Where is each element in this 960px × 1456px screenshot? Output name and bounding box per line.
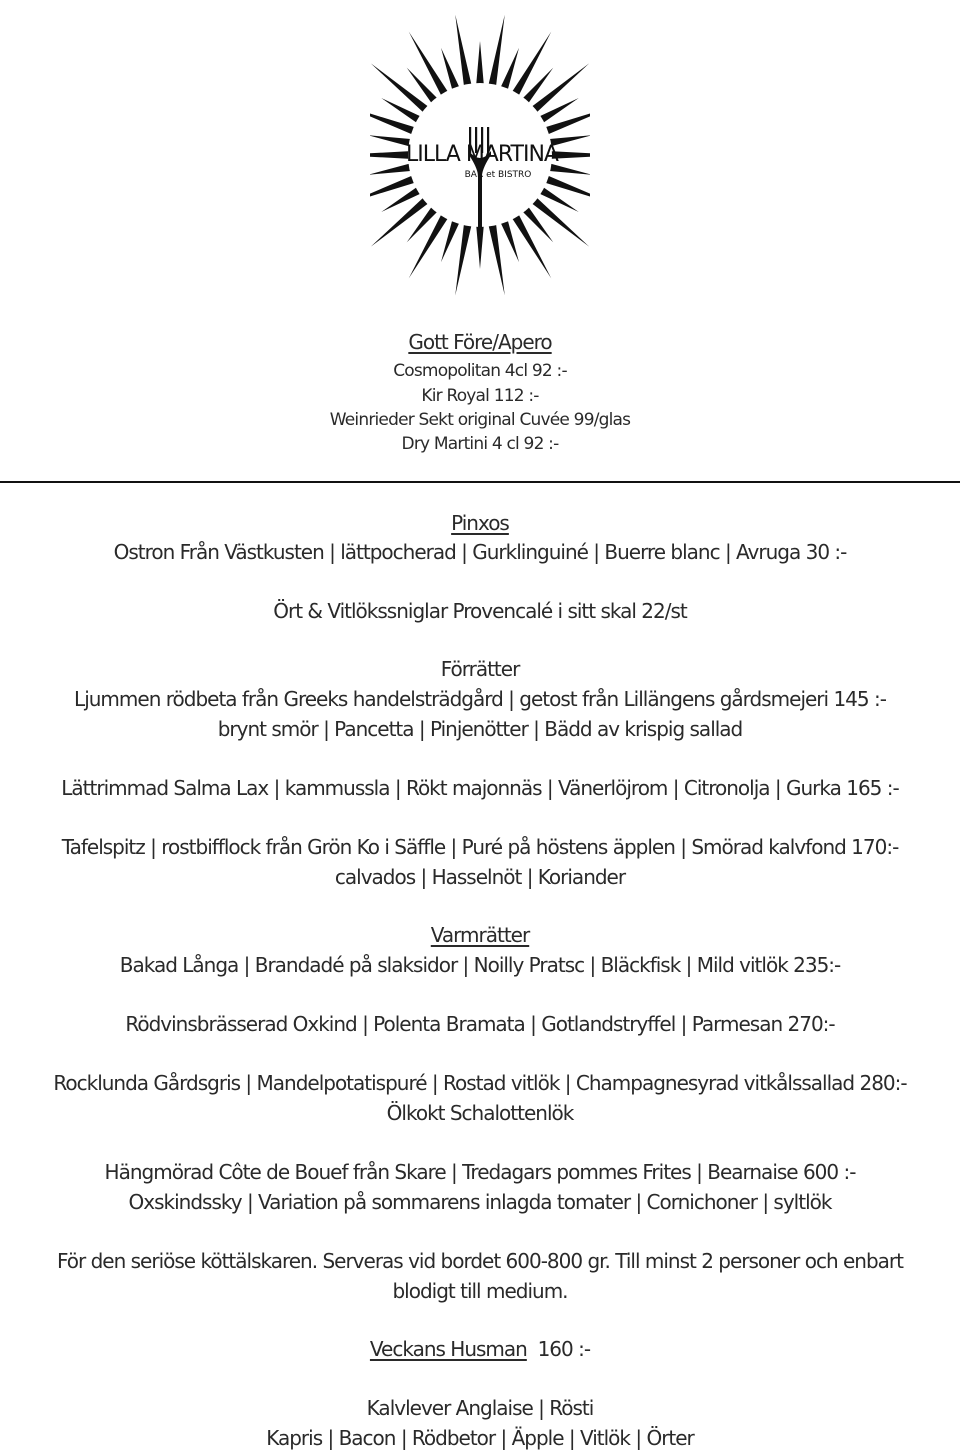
logo-wordmark: LILLA MARTINA [406,142,558,167]
sun-ray [455,15,471,87]
restaurant-logo [370,5,590,305]
pinxos-item: Ostron Från Västkusten | lättpocherad | Gurklinguiné | Buerre blanc | Avruga 30 :- [113,540,847,564]
apero-heading: Gott Före/Apero [408,330,552,354]
varmratter-item: Rocklunda Gårdsgris | Mandelpotatispuré | Rostad vitlök | Champagnesyrad vitkålssallad 280:- [53,1071,907,1095]
forratter-heading: Förrätter [440,657,520,681]
sun-ray [476,41,484,85]
varmratter-item: Hängmörad Côte de Bouef från Skare | Tredagars pommes Frites | Bearnaise 600 :- [104,1160,856,1184]
apero-item: Kir Royal 112 :- [421,386,539,406]
forratter-item: brynt smör | Pancetta | Pinjenötter | Bädd av krispig sallad [217,717,743,741]
apero-item: Weinrieder Sekt original Cuvée 99/glas [329,410,631,430]
husman-item: Kalvlever Anglaise | Rösti [366,1396,594,1420]
varmratter-heading: Varmrätter [430,923,530,947]
forratter-item: Tafelspitz | rostbifflock från Grön Ko i Säffle | Puré på höstens äpplen | Smörad kalvfond 170:- [61,835,899,859]
sun-ray [371,63,429,113]
varmratter-item: Bakad Långa | Brandadé på slaksidor | Noilly Pratsc | Bläckfisk | Mild vitlök 235:- [119,953,841,977]
pinxos-item: Ört & Vitlökssniglar Provencalé i sitt skal 22/st [273,599,687,623]
sun-ray [544,175,590,203]
varmratter-item: Oxskindssky | Variation på sommarens inlagda tomater | Cornichoner | syltlök [128,1190,832,1214]
sun-ray [441,48,460,91]
sun-ray [370,151,410,159]
section-divider [0,481,960,483]
husman-heading: Veckans Husman [369,1337,527,1361]
forratter-item: calvados | Hasselnöt | Koriander [334,865,626,889]
sun-ray [441,219,460,262]
husman-item: Kapris | Bacon | Rödbetor | Äpple | Vitlök | Örter [266,1426,694,1450]
sun-ray [531,197,589,247]
sun-ray [488,15,504,87]
apero-item: Dry Martini 4 cl 92 :- [401,434,559,454]
sun-ray [500,48,519,91]
forratter-item: Lättrimmad Salma Lax | kammussla | Rökt majonnäs | Vänerlöjrom | Citronolja | Gurka 165 :- [61,776,899,800]
sun-ray [531,63,589,113]
sun-ray [409,214,449,279]
varmratter-note: För den seriöse köttälskaren. Serveras vid bordet 600-800 gr. Till minst 2 personer och enbart [57,1249,903,1273]
husman-heading-row [0,1336,960,1362]
sun-ray [371,197,429,247]
sun-ray [500,219,519,262]
sun-ray [544,106,590,134]
sun-ray [455,223,471,295]
sun-ray [409,32,449,97]
logo-subtitle: BAR et BISTRO [464,170,532,180]
varmratter-item: Rödvinsbrässerad Oxkind | Polenta Bramata | Gotlandstryffel | Parmesan 270:- [125,1012,835,1036]
forratter-item: Ljummen rödbeta från Greeks handelsträdgård | getost från Lillängens gårdsmejeri 145 :- [74,687,886,711]
sun-ray [370,106,416,134]
sun-ray [512,32,552,97]
varmratter-note: blodigt till medium. [392,1279,568,1303]
sun-ray [512,214,552,279]
sun-ray [488,223,504,295]
varmratter-item: Ölkokt Schalottenlök [386,1101,574,1125]
sun-ray [370,175,416,203]
apero-item: Cosmopolitan 4cl 92 :- [393,361,567,381]
husman-price: 160 :- [537,1337,591,1361]
pinxos-heading: Pinxos [451,511,509,535]
